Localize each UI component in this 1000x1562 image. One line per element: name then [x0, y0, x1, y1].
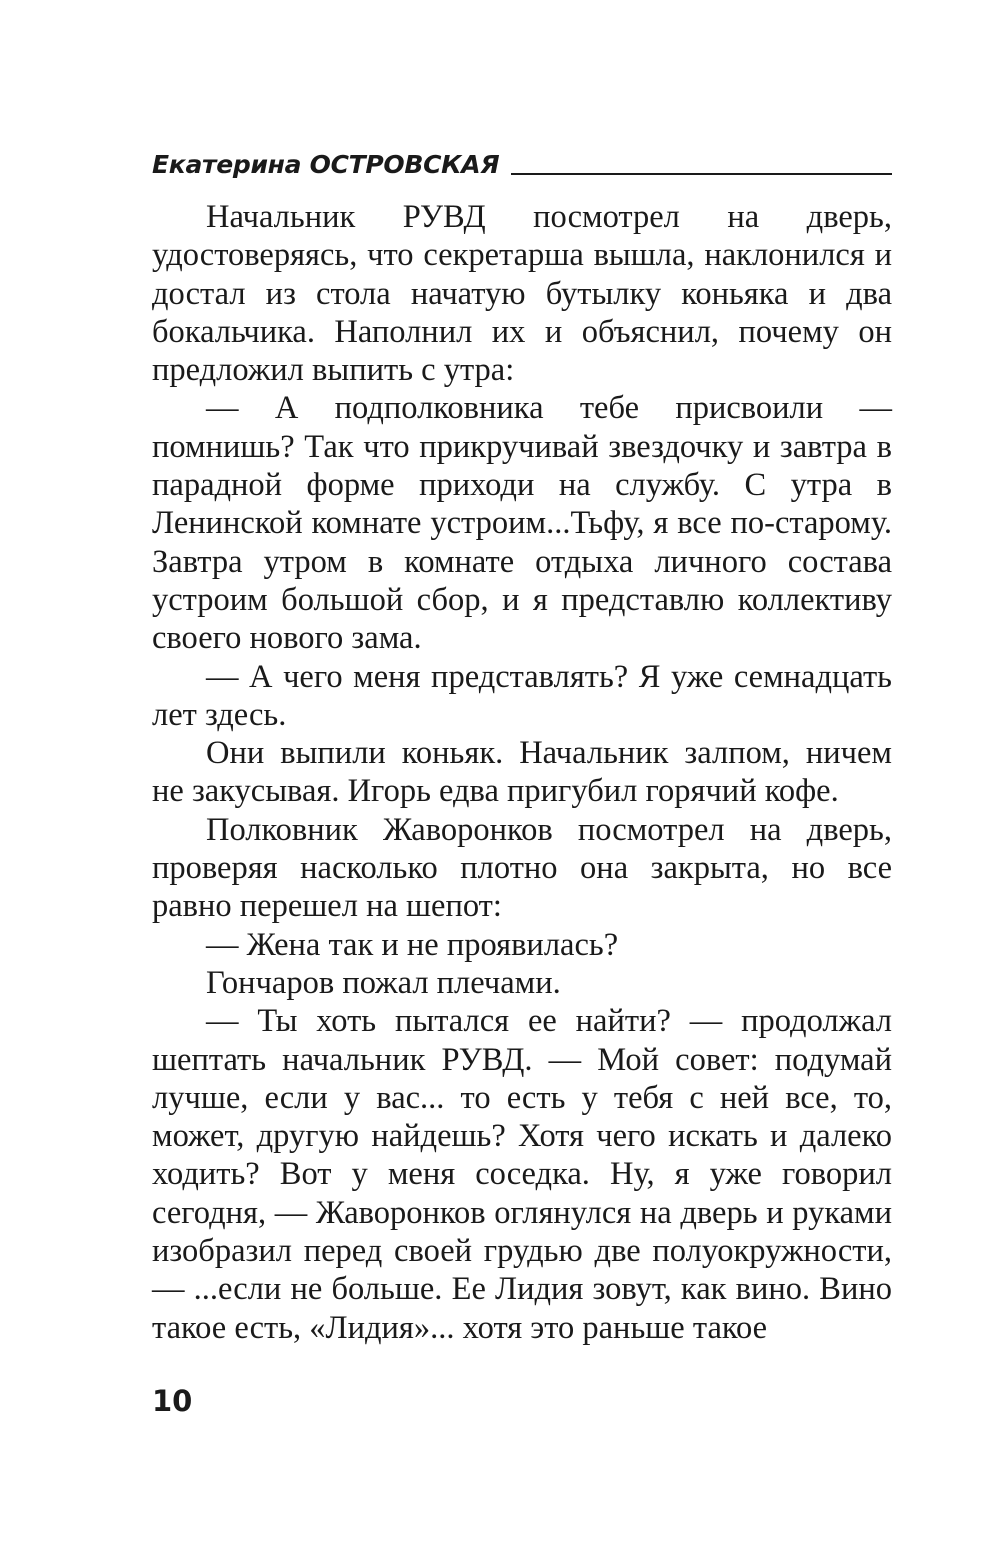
paragraph: Гончаров пожал плечами.: [206, 964, 561, 1001]
paragraph: Полковник Жаворонков посмотрел на дверь, проверяя насколько плотно она закрыта, но все равно перешел на шепот:: [152, 811, 892, 925]
running-header: [152, 140, 892, 180]
paragraph: — А подполковника тебе присвоили — помнишь? Так что прикручивай звездочку и завтра в парадной форме приходи на службу. С утра в Ленинской комнате устроим...Тьфу, я все по-старому. Завтра утром в комнате отдыха личного состава устроим большой сбор, и я представлю коллективу своего нового зама.: [152, 390, 892, 657]
paragraph: — Жена так и не проявилась?: [206, 926, 619, 963]
paragraph: — А чего меня представлять? Я уже семнадцать лет здесь.: [152, 658, 892, 733]
paragraph: Они выпили коньяк. Начальник залпом, ничем не закусывая. Игорь едва пригубил горячий кофе.: [152, 735, 892, 810]
paragraph: — Ты хоть пытался ее найти? — продолжал шептать начальник РУВД. — Мой совет: подумай лучше, если у вас... то есть у тебя с ней все, то, может, другую найдешь? Хотя чего искать и далеко ходить? Вот у меня соседка. Ну, я уже говорил сегодня, — Жаворонков оглянулся на дверь и руками изобразил перед своей грудью две полуокружности, — ...если не больше. Ее Лидия зовут, как вино. Вино такое есть, «Лидия»... хотя это раньше такое: [152, 1003, 892, 1346]
header-rule: [511, 173, 892, 175]
body-text: [152, 198, 892, 1347]
paragraph: Начальник РУВД посмотрел на дверь, удостоверяясь, что секретарша вышла, наклонился и достал из стола начатую бутылку коньяка и два бокальчика. Наполнил их и объяснил, почему он предложил выпить с утра:: [152, 199, 892, 389]
page-number: 10: [152, 1384, 193, 1418]
author-name: Екатерина ОСТРОВСКАЯ: [152, 150, 500, 179]
